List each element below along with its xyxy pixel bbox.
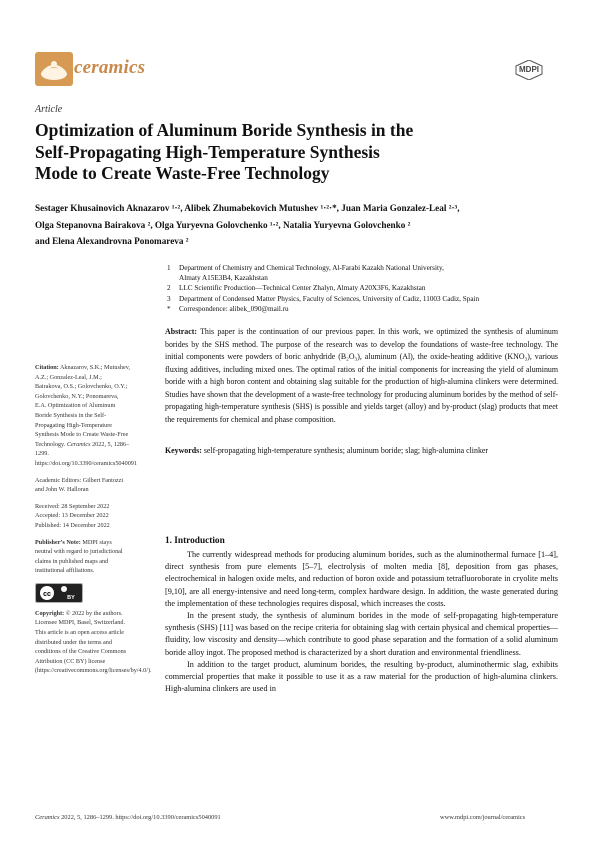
section-heading: 1. Introduction [165, 536, 225, 546]
affiliations [167, 263, 557, 314]
keywords [165, 445, 558, 458]
author-line: Olga Stepanovna Bairakova ², Olga Yuryevna Golovchenko ¹·², Natalia Yuryevna Golovchenko ² [35, 219, 411, 230]
dates [35, 502, 130, 531]
footer-doi-link[interactable]: 2022, 5, 1286–1299. https://doi.org/10.3390/ceramics5040091 [61, 814, 221, 821]
correspondence-email[interactable]: Correspondence: alibek_090@mail.ru [179, 304, 289, 313]
abstract [165, 326, 558, 426]
affiliation-number: 3 [167, 294, 171, 303]
publisher-note-label: Publisher’s Note: [35, 538, 81, 546]
footer-journal: Ceramics [35, 814, 60, 821]
footer-citation [35, 814, 221, 821]
abstract-label: Abstract: [165, 327, 197, 336]
paragraph: The currently widespread methods for producing aluminum borides, such as the aluminothermal furnace [1–4], direct synthesis from pure elements [5–7], electrolysis of molten media [8], deposition from gas phases, electrochemical in halogen oxide melts, and reduction of boron oxide and potassium tetrafluoroborate in cryolite melts [9,10], are all energy-intensive and need long-term, complex hardware design. In addition, the waste generated during the implementation of these technologies requires disposal, which increases the costs. [165, 550, 558, 608]
keywords-text: self-propagating high-temperature synthesis; aluminum boride; slag; high-alumina clinker [203, 446, 489, 455]
affiliation-item [167, 263, 557, 283]
copyright-label: Copyright: [35, 609, 65, 617]
copyright-text: © 2022 by the authors. Licensee MDPI, Basel, Switzerland. This article is an open access article distributed under the terms and conditions of the Creative Commons Attribution (CC BY) license (https://creativecommons.org/licenses/by/4.0/). [35, 609, 152, 675]
copyright [35, 609, 152, 676]
article-sidebar [35, 363, 152, 683]
title-line: Mode to Create Waste-Free Technology [35, 163, 330, 183]
affiliation-text: Department of Chemistry and Chemical Technology, Al-Farabi Kazakh National University, [179, 264, 444, 272]
abstract-text: This paper is the continuation of our previous paper. In this work, we optimized the synthesis of aluminum borides by the SHS method. The purpose of the research was to develop the foundations of waste-free technology. The initial components were powders of boric anhydride (B₂O₃), aluminum (Al), the oxide-heating additive (KNO₃), various fluxing additives, including mixed ones. The optimal ratios of the initial components for increasing the yield of aluminum boride with a high boron content and obtaining slag suitable for the production of high-alumina clinkers were determined. Studies have shown that the development of a waste-free technology for producing aluminum borides by the method of self-propagating high-temperature synthesis (SHS) is possible and yields target (alloy) and by-product (slag) products that meet the requirements for chemical and phase composition. [165, 327, 558, 424]
footer-journal-url[interactable]: www.mdpi.com/journal/ceramics [440, 814, 526, 821]
affiliation-text: Almaty A15E3B4, Kazakhstan [179, 274, 268, 283]
affiliation-item [167, 294, 557, 304]
academic-editors: Academic Editors: Gilbert Fantozzi and John W. Halloran [35, 476, 124, 494]
published-date: Published: 14 December 2022 [35, 521, 110, 529]
keywords-label: Keywords: [165, 446, 202, 455]
citation-text: Aknazarov, S.K.; Mutushev, A.Z.; Gonzalez-Leal, J.M.; Bairakova, O.S.; Golovchenko, O.Y.; Golovchenko, N.Y.; Ponomareva, E.A. Optimization of Aluminum Boride Synthesis in the Self-Propagating High-Temperature Synthesis Mode to Create Waste-Free Technology. [35, 364, 130, 448]
affiliation-text: LLC Scientific Production—Technical Center Zhalyn, Almaty A20X3F6, Kazakhstan [179, 284, 426, 293]
publisher-logo-text: MDPI [519, 65, 539, 74]
citation-journal: Ceramics [66, 440, 91, 448]
citation-doi-link[interactable]: 2022, 5, 1286–1299. https://doi.org/10.3390/ceramics5040091 [35, 440, 137, 467]
publisher-note [35, 538, 130, 576]
citation [35, 363, 137, 469]
journal-logo-icon [35, 52, 73, 86]
title-line: Optimization of Aluminum Boride Synthesis in the [35, 120, 414, 140]
author-line: Sestager Khusainovich Aknazarov ¹·², Alibek Zhumabekovich Mutushev ¹·²·*, Juan Maria Gonzalez-Leal ²·³, [35, 203, 460, 213]
cc-by-license-icon[interactable] [35, 583, 83, 603]
journal-name: ceramics [74, 57, 146, 78]
affiliation-text: Department of Condensed Matter Physics, Faculty of Sciences, University of Cadiz, 11003 Cadiz, Spain [179, 294, 480, 303]
svg-text:cc: cc [43, 590, 51, 598]
author-list [35, 200, 560, 250]
received-date: Received: 28 September 2022 [35, 502, 110, 510]
svg-text:BY: BY [67, 594, 75, 601]
affiliation-number: 1 [167, 264, 171, 272]
article-title [35, 120, 555, 185]
section-body [165, 549, 558, 695]
title-line: Self-Propagating High-Temperature Synthesis [35, 141, 380, 162]
affiliation-number: 2 [167, 284, 171, 293]
paragraph: In addition to the target product, aluminum borides, the resulting by-product, aluminothermic slag, exhibits commercial properties that make it possible to use it as a raw material for the production of high-alumina clinkers. High-alumina clinkers are used in [165, 659, 558, 694]
publisher-note-text: MDPI stays neutral with regard to jurisdictional claims in published maps and institutional affiliations. [35, 538, 123, 575]
citation-label: Citation: [35, 364, 59, 371]
affiliation-item [167, 283, 557, 293]
paragraph: In the present study, the synthesis of aluminum borides in the mode of self-propagating high-temperature synthesis (SHS) [11] was based on the recipe criteria for obtaining slag with certain physical and chemical properties—fluidity, low viscosity and density—which contribute to good phase separation and the formation of a solid aluminum boride alloy ingot. The proposed method is characterized by a short duration and environmental friendliness. [165, 611, 558, 657]
article-type: Article [35, 104, 63, 115]
affiliation-item [167, 304, 557, 314]
author-line: and Elena Alexandrovna Ponomareva ² [35, 236, 189, 246]
affiliation-number: * [167, 304, 171, 313]
accepted-date: Accepted: 13 December 2022 [35, 512, 109, 520]
